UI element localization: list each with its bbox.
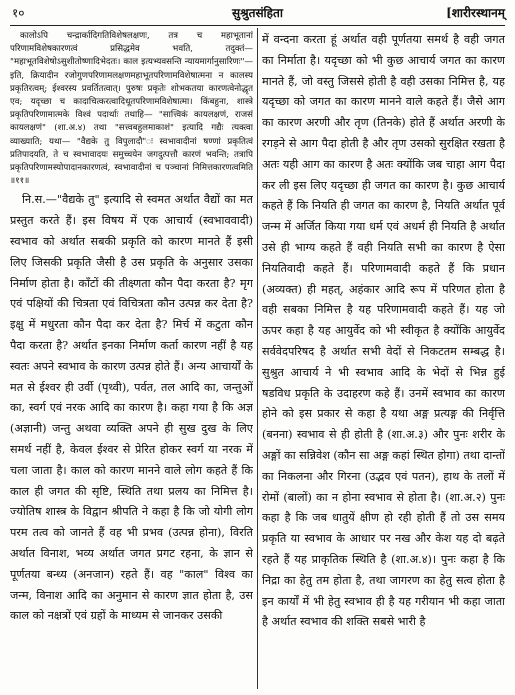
column-divider	[257, 28, 258, 689]
hindi-explanation-right: में वन्दना करता हूं अर्थात वही पूर्णतया समर्थ है वही जगत का निर्माता है। यदृच्छा को भी कुछ आचार्य जगत का कारण मानते हैं, जो वस्तु जिससे होती है वही उसका निमित्त है, यह यदृच्छा को जगत का कारण मानने वाले कहते हैं। जैसे आग का कारण अरणी और तृण (तिनके) होते हैं अर्थात अरणी के रगड़ने से आग पैदा होती है और तृण उसको सुरक्षित रखता है अतः यही आग का कारण है अतः क्योंकि जब चाहा आग पैदा कर ली इस लिए यदृच्छा ही जगत का कारण है। कुछ आचार्य कहते हैं कि नियति ही जगत का कारण है, नियति अर्थात पूर्व जन्म में अर्जित किया गया धर्म एवं अधर्म ही नियति है अर्थात उसे ही भाग्य कहते हैं वही नियति सभी का कारण है ऐसा नियतिवादी कहते हैं। परिणामवादी कहते हैं कि प्रधान (अव्यक्त) ही महत्, अहंकार आदि रूप में परिणत होता है वही सबका निमित्त है यह परिणामवादी कहते हैं। यह जो ऊपर कहा है यह आयुर्वेद को भी स्वीकृत है क्योंकि आयुर्वेद सर्ववेदपरिषद है अर्थात सभी वेदों से निकटतम सम्बद्ध है। सुश्रुत आचार्य ने भी स्वभाव आदि के भेदों से भिन्न हुई षडविध प्रकृति के उदाहरण कहे हैं। उनमें स्वभाव का कारण होने को इस प्रकार से कहा है यथा अङ्ग प्रत्यङ्ग की निर्वृत्ति (बनना) स्वभाव से ही होती है (शा.अ.३) और पुनः शरीर के अङ्गों का सन्निवेश (कौन सा अङ्ग कहां स्थित होगा) तथा दान्तों का निकलना और गिरना (उद्भव एवं पतन), हाथ के तलों में रोमों (बालों) का न होना स्वभाव से होता है। (शा.अ.२) पुनः कहा है कि जब धातुयें क्षीण हो रही होती हैं तो उस समय प्रकृति या स्वभाव के आधार पर नख और केश यह दो बढ़ते रहते हैं यह प्राकृतिक स्थिति है (शा.अ.४)। पुनः कहा है कि निद्रा का हेतु तम होता है, तथा जागरण का हेतु सत्व होता है इन कार्यों में भी हेतु स्वभाव ही है यह गरीयान भी कहा जाता है अर्थात स्वभाव की शक्ति सबसे भारी है	[262, 33, 505, 629]
book-title: सुश्रुतसंहिता	[232, 6, 283, 20]
sanskrit-commentary: कालोऽपि चन्द्रार्कादिगतिविशेषलक्षणः, तत्र च महाभूतानां परिणामविशेषकारणत्वं प्रसिद्धमेव भवति, तदुक्तं— "महाभूतविशेषोऽसुशीतोष्णादिभेदतः। काल इत्यभ्यवसन्ति न्यायमार्गानुसारिणः"— इति, क्रियादीन रजोगुणपरिणामलक्षणमहाभूतपरिणामविशेषात्मना न कालस्य प्रकृतिरत्वम्; ईश्वरस्य प्रवर्तितत्वात्। पुरुषः प्रकृतेः शोभकतया कारणत्वेनोद्धृत एव; यदृच्छा च कादाचित्करत्वादिधूतपरिणामविशेषात्मा। किंबहुना, शास्त्रे प्रकृतिपरिणामात्मके विश्वं पदार्थाः तथाहि— "सात्त्विकं कायलक्षणं, राजसं कायलक्षणं" (शा.अ.४) तथा "सत्त्वबहुलमाकाशं" इत्यादि गद्यैः त्यक्त्वा व्याख्याति; यथा— "वैद्यके तु विपुलादौ"ः स्वभावादीनां षण्णां प्रकृतित्वं प्रतिपादयति, ते च स्वभावादयः समुच्चयेन जगदुत्पत्तौ कारणं भवन्ति; तत्रापि प्रकृतिपरिणामस्योपादानकारणत्वं, स्वभावादीनां च पञ्चानां निमित्तकारणत्वमिति ॥११॥	[10, 31, 253, 187]
left-column	[10, 30, 253, 627]
hindi-explanation-left: नि.स.—"वैद्यके तु" इत्यादि से स्वमत अर्थात वैद्यों का मत प्रस्तुत करते हैं। इस विषय में एक आचार्य (स्वभाववादी) स्वभाव को अर्थात सबकी प्रकृति को कारण मानते हैं इसी लिए जिसकी प्रकृति जैसी है उस प्रकृति के अनुसार उसका निर्माण होता है। काँटों की तीक्ष्णता कौन पैदा करता है? मृग एवं पक्षियों की चित्रता एवं विचित्रता कौन उत्पन्न कर देता है? इक्षु में मधुरता कौन पैदा कर देता है? मिर्च में कटुता कौन पैदा करता है? अर्थात इनका निर्माण कर्ता कारण नहीं है यह स्वतः अपने स्वभाव के कारण उत्पन्न होते हैं। अन्य आचार्यों के मत से ईश्वर ही उर्वी (पृथ्वी), पर्वत, तल आदि का, जन्तुओं का, स्वर्ग एवं नरक आदि का कारण है। कहा गया है कि अज्ञ (अज्ञानी) जन्तु अथवा व्यक्ति अपने ही सुख दुख के लिए समर्थ नहीं है, केवल ईश्वर से प्रेरित होकर स्वर्ग या नरक में चला जाता है। काल को कारण मानने वाले लोग कहते हैं कि काल ही जगत की सृष्टि, स्थिति तथा प्रलय का निमित्त है। ज्योतिष शास्त्र के विद्वान श्रीपति ने कहा है कि जो योगी लोग परम तत्व को जानते हैं वह भी प्रभव (उत्पन्न होना), विरति अर्थात विनाश, भव्य अर्थात जगत प्रगट रहना, के ज्ञान से पूर्णतया बन्ध्य (अनजान) रहते हैं। वह "काल" विश्व का जन्म, विनाश आदि का अनुमान से कारण ज्ञात होता है, उस काल को नक्षत्रों एवं ग्रहों के माध्यम से जानकर उसकी	[10, 193, 253, 623]
right-column	[262, 30, 505, 633]
page-header	[10, 3, 505, 26]
page-number: १०	[12, 6, 25, 20]
section-title: [शारीरस्थानम्	[446, 6, 505, 20]
